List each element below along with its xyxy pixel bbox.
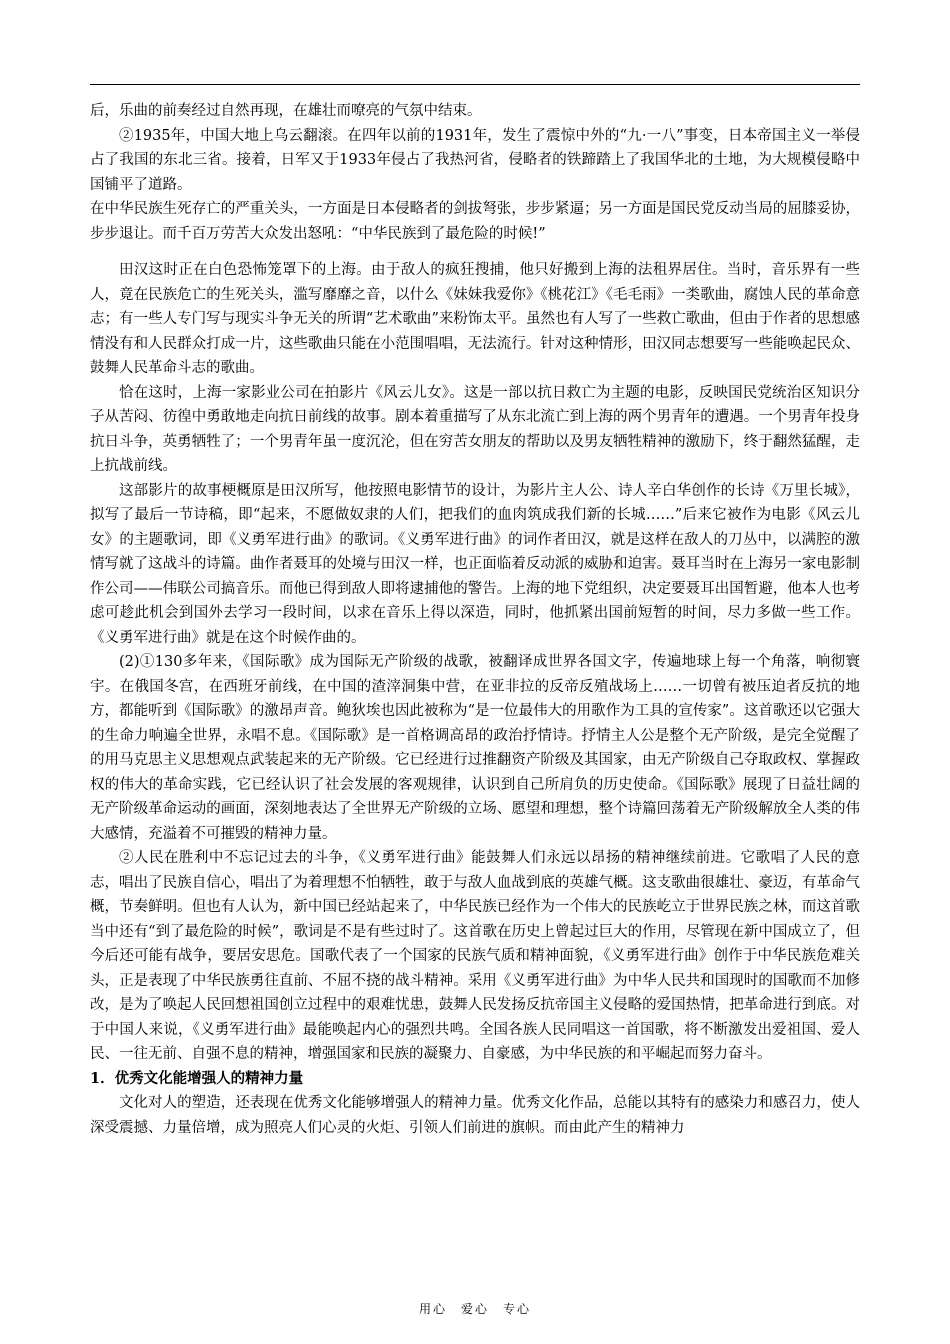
- paragraph-tian-han-shanghai: 田汉这时正在白色恐怖笼罩下的上海。由于敌人的疯狂搜捕，他只好搬到上海的法租界居住。当时，音乐界有一些人，竟在民族危亡的生死关头，滥写靡靡之音，以什么《妹妹我爱你》《桃花江》《毛毛雨》一类歌曲，腐蚀人民的革命意志；有一些人专门写与现实斗争无关的所谓“艺术歌曲”来粉饰太平。虽然也有人写了一些救亡歌曲，但由于作者的思想感情没有和人民群众打成一片，这些歌曲只能在小范围唱唱，无法流行。针对这种情形，田汉同志想要写一些能唤起民众、鼓舞人民革命斗志的歌曲。: [90, 262, 860, 376]
- paragraph-song-origin: 这部影片的故事梗概原是田汉所写，他按照电影情节的设计，为影片主人公、诗人辛白华创作的长诗《万里长城》，拟写了最后一节诗稿，即“起来，不愿做奴隶的人们，把我们的血肉筑成我们新的长城……”后来它被作为电影《风云儿女》的主题歌词，即《义勇军进行曲》的歌词。《义勇军进行曲》的词作者田汉，就是这样在敌人的刀丛中，以满腔的激情写就了这战斗的诗篇。曲作者聂耳的处境与田汉一样，也正面临着反动派的威胁和迫害。聂耳当时在上海另一家电影制作公司——伟联公司搞音乐。而他已得到敌人即将逮捕他的警告。上海的地下党组织，决定要聂耳出国暂避，他本人也考虑可趁此机会到国外去学习一段时间，以求在音乐上得以深造，同时，他抓紧出国前短暂的时间，尽力多做一些工作。《义勇军进行曲》就是在这个时候作曲的。: [90, 482, 860, 646]
- paragraph-1935-history: ②1935年，中国大地上乌云翻滚。在四年以前的1931年，发生了震惊中外的“九·一八”事变，日本帝国主义一举侵占了我国的东北三省。接着，日军又于1933年侵占了我热河省，侵略者的铁蹄踏上了我国华北的土地，为大规模侵略中国铺平了道路。: [90, 127, 860, 193]
- paragraph-film-fengyun-ernv: 恰在这时，上海一家影业公司在拍影片《风云儿女》。这是一部以抗日救亡为主题的电影，反映国民党统治区知识分子从苦闷、彷徨中勇敢地走向抗日前线的故事。剧本着重描写了从东北流亡到上海的两个男青年的遭遇。一个男青年投身抗日斗争，英勇牺牲了；一个男青年虽一度沉沦，但在穷苦女朋友的帮助以及男友牺牲精神的激励下，终于翻然猛醒，走上抗战前线。: [90, 384, 860, 474]
- paragraph-continuation: 后，乐曲的前奏经过自然再现，在雄壮而嘹亮的气氛中结束。: [90, 103, 482, 119]
- paragraph-national-anthem: ②人民在胜利中不忘记过去的斗争，《义勇军进行曲》能鼓舞人们永远以昂扬的精神继续前进。它歌唱了人民的意志，唱出了民族自信心，唱出了为着理想不怕牺牲，敢于与敌人血战到底的英雄气概。这支歌曲很雄壮、豪迈，有革命气概，节奏鲜明。但也有人认为，新中国已经站起来了，中华民族已经作为一个伟大的民族屹立于世界民族之林，而这首歌当中还有“到了最危险的时候”，歌词是不是有些过时了。这首歌在历史上曾起过巨大的作用，尽管现在新中国成立了，但今后还可能有战争，要居安思危。国歌代表了一个国家的民族气质和精神面貌，《义勇军进行曲》创作于中华民族危难关头，正是表现了中华民族勇往直前、不屈不挠的战斗精神。采用《义勇军进行曲》为中华人民共和国现时的国歌而不加修改，是为了唤起人民回想祖国创立过程中的艰难忧患，鼓舞人民发扬反抗帝国主义侵略的爱国热情，把革命进行到底。对于中国人来说，《义勇军进行曲》最能唤起内心的强烈共鸣。全国各族人民同唱这一首国歌，将不断激发出爱祖国、爱人民、一往无前、自强不息的精神，增强国家和民族的凝聚力、自豪感，为中华民族的和平崛起而努力奋斗。: [90, 850, 860, 1062]
- paragraph-culture-strength: 文化对人的塑造，还表现在优秀文化能够增强人的精神力量。优秀文化作品，总能以其特有的感染力和感召力，使人深受震撼、力量倍增，成为照亮人们心灵的火炬、引领人们前进的旗帜。而由此产生的精神力: [90, 1095, 860, 1136]
- document-body: [90, 99, 860, 1140]
- section-heading: 1．优秀文化能增强人的精神力量: [90, 1069, 304, 1087]
- page-footer: 用心 爱心 专心: [418, 1302, 531, 1316]
- paragraph-internationale: (2)①130多年来，《国际歌》成为国际无产阶级的战歌，被翻译成世界各国文字，传遍地球上每一个角落，响彻寰宇。在俄国冬宫，在西班牙前线，在中国的渣滓洞集中营，在亚非拉的反帝反殖战场上……一切曾有被压迫者反抗的地方，都能听到《国际歌》的激昂声音。鲍狄埃也因此被称为“是一位最伟大的用歌作为工具的宣传家”。这首歌还以它强大的生命力响遍全世界，永唱不息。《国际歌》是一首格调高昂的政治抒情诗。抒情主人公是整个无产阶级，是完全觉醒了的用马克思主义思想观点武装起来的无产阶级。它已经进行过推翻资产阶级及其国家，由无产阶级自己夺取政权、掌握政权的伟大的革命实践，它已经认识了社会发展的客观规律，认识到自己所肩负的历史使命。《国际歌》展现了日益壮阔的无产阶级革命运动的画面，深刻地表达了全世界无产阶级的立场、愿望和理想，整个诗篇回荡着无产阶级解放全人类的伟大感情，充溢着不可摧毁的精神力量。: [90, 654, 860, 842]
- header-rule: [90, 84, 860, 85]
- paragraph-national-crisis: 在中华民族生死存亡的严重关头，一方面是日本侵略者的剑拔弩张，步步紧逼；另一方面是国民党反动当局的屈膝妥协，步步退让。而千百万劳苦大众发出怒吼：“中华民族到了最危险的时候!”: [90, 201, 860, 242]
